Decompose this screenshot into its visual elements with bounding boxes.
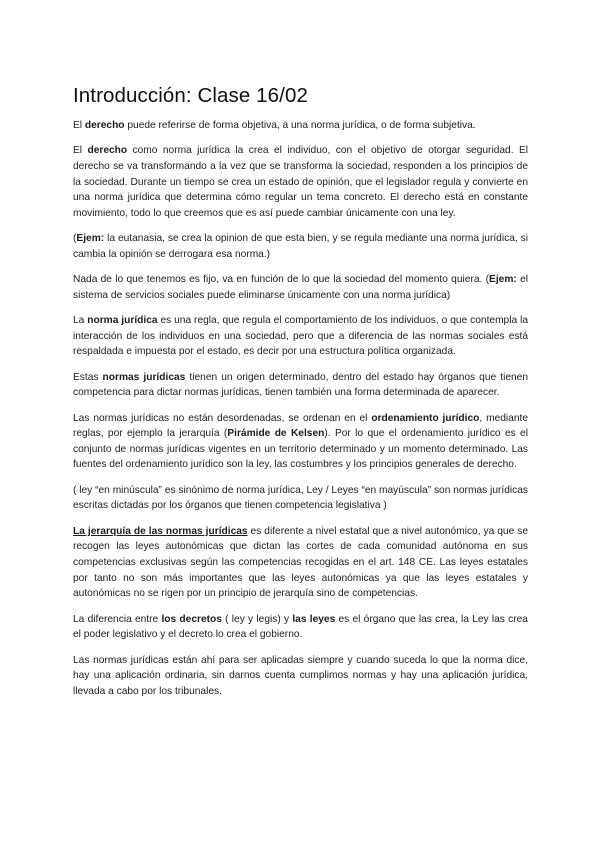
text-run: Las normas jurídicas no están desordenadas, se ordenan en el — [73, 412, 372, 424]
paragraph — [73, 272, 528, 303]
text-run: Estas — [73, 371, 103, 383]
paragraph — [73, 370, 528, 401]
underlined-bold-text: La jerarquía de las normas jurídicas — [73, 525, 248, 537]
text-run: Las normas jurídicas están ahí para ser aplicadas siempre y cuando suceda lo que la norma dice, hay una aplicación ordinaria, sin darnos cuenta cumplimos normas y hay una aplicación jurídica, llevada a cabo por los tribunales. — [73, 654, 528, 697]
bold-term: normas jurídicas — [102, 371, 186, 383]
text-run: El — [73, 145, 88, 157]
text-run: La diferencia entre — [73, 613, 162, 625]
paragraph — [73, 483, 528, 514]
text-run: es una regla, que regula el comportamiento de los individuos, o que contempla la interacción de los individuos en una sociedad, pero que a diferencia de las normas sociales está respaldada e impuesta por el estado, es decir por una estructura política organizada. — [73, 315, 528, 358]
paragraph — [73, 231, 528, 262]
text-run: El — [73, 120, 85, 131]
document-body — [73, 118, 528, 709]
text-run: ( ley y legis) y — [221, 613, 293, 625]
text-run: es el órgano que las crea, la Ley las crea el poder legislativo y el decreto lo crea el gobierno. — [73, 613, 528, 641]
bold-term: ordenamiento jurídico — [371, 412, 480, 424]
text-run: ( — [73, 233, 77, 245]
text-run: ( ley “en minúscula” es sinónimo de norma jurídica, Ley / Leyes “en mayúscula” son normas jurídicas escritas dictadas por los órganos que tienen competencia legislativa ) — [73, 484, 528, 512]
text-run: es diferente a nivel estatal que a nivel autonómico, ya que se recogen las leyes autonómicas que dictan las cortes de cada comunidad autónoma en sus competencias exclusivas según las competencias recogidas en el art. 148 CE. Las leyes estatales por tanto no son más importantes que las leyes autonómicas ya que las leyes estatales y autonómicas no se rigen por un principio de jerarquía sino de competencias. — [73, 525, 528, 600]
text-run: como norma jurídica la crea el individuo, con el objetivo de otorgar seguridad. El derecho se va transformando a la vez que se transforma la sociedad, responden a los principios de la sociedad. Durante un tiempo se crea un estado de opinión, que el legislador regula y convierte en una norma jurídica que determina cómo regular un tema concreto. El derecho está en constante movimiento, todo lo que creemos que es así puede cambiar únicamente con una ley. — [73, 145, 529, 219]
bold-term: derecho — [84, 120, 125, 131]
paragraph — [73, 143, 528, 221]
bold-term — [73, 526, 248, 537]
text-run: el sistema de servicios sociales puede eliminarse únicamente con una norma jurídica) — [73, 274, 528, 301]
bold-term: derecho — [87, 145, 128, 157]
paragraph — [73, 524, 528, 602]
bold-term: Ejem: — [489, 274, 517, 286]
bold-term: los decretos — [161, 613, 222, 625]
paragraph — [73, 411, 528, 473]
text-run: la eutanasia, se crea la opinion de que esta bien, y se regula mediante una norma jurídica, si cambia la opinión se derrogara esa norma.) — [73, 233, 528, 260]
text-run: puede referirse de forma objetiva, a una norma jurídica, o de forma subjetiva. — [124, 120, 476, 131]
text-run: ). Por lo que el ordenamiento jurídico es el conjunto de normas jurídicas vigentes en un territorio determinado y un momento determinado. Las fuentes del ordenamiento jurídico son la ley, las costumbres y los principios generales de derecho. — [73, 428, 528, 471]
text-run: , mediante reglas, por ejemplo la jerarquía ( — [73, 412, 528, 440]
text-run: Nada de lo que tenemos es fijo, va en función de lo que la sociedad del momento quiera. ( — [73, 274, 490, 286]
paragraph — [73, 612, 528, 643]
text-run: La — [73, 315, 88, 327]
bold-term: Ejem: — [76, 233, 105, 245]
paragraph — [73, 118, 528, 134]
paragraph — [73, 313, 528, 360]
bold-term: Pirámide de Kelsen — [227, 428, 325, 440]
page-title: Introducción: Clase 16/02 — [73, 84, 308, 107]
bold-term: norma jurídica — [87, 315, 158, 327]
bold-term: las leyes — [292, 613, 336, 625]
text-run: tienen un origen determinado, dentro del estado hay órganos que tienen competencia para dictar normas jurídicas, tienen también una forma determinada de aparecer. — [73, 371, 529, 399]
paragraph — [73, 653, 528, 700]
